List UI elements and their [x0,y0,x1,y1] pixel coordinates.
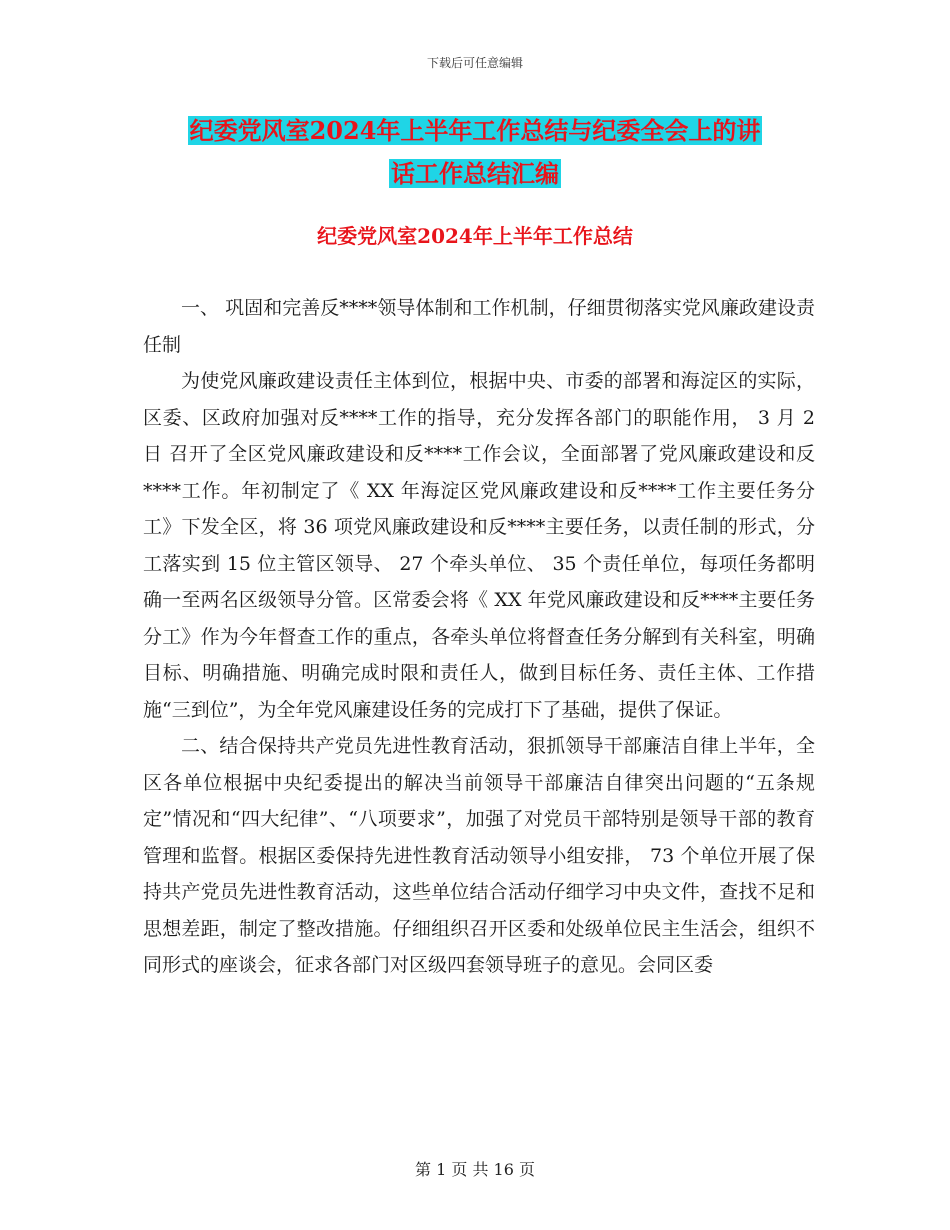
page-footer: 第 1 页 共 16 页 [415,1160,535,1179]
section-title: 纪委党风室2024年上半年工作总结 [317,224,633,248]
header-note: 下载后可任意编辑 [426,56,523,70]
document-body [143,290,815,984]
title-highlight: 话工作总结汇编 [391,159,559,188]
document-title-line2 [0,154,950,194]
paragraph: 为使党风廉政建设责任主体到位，根据中央、市委的部署和海淀区的实际，区委、区政府加强对反****工作的指导，充分发挥各部门的职能作用， 3 月 2 日 召开了全区党风廉政建设和反****工作会议，全面部署了党风廉政建设和反****工作。年初制定了《 XX 年海淀区党风廉政建设和反****工作主要任务分工》下发全区，将 36 项党风廉政建设和反****主要任务，以责任制的形式，分工落实到 15 位主管区领导、 27 个牵头单位、 35 个责任单位，每项任务都明确一至两名区级领导分管。区常委会将《 XX 年党风廉政建设和反****主要任务分工》作为今年督查工作的重点，各牵头单位将督查任务分解到有关科室，明确目标、明确措施、明确完成时限和责任人，做到目标任务、责任主体、工作措施“三到位”，为全年党风廉建设任务的完成打下了基础，提供了保证。 [143,370,815,721]
paragraph: 一、 巩固和完善反****领导体制和工作机制，仔细贯彻落实党风廉政建设责任制 [143,297,815,356]
title-highlight: 纪委党风室2024年上半年工作总结与纪委全会上的讲 [189,116,761,145]
paragraph: 二、结合保持共产党员先进性教育活动，狠抓领导干部廉洁自律上半年，全区各单位根据中央纪委提出的解决当前领导干部廉洁自律突出问题的“五条规定”情况和“四大纪律”、“八项要求”，加强了对党员干部特别是领导干部的教育管理和监督。根据区委保持先进性教育活动领导小组安排， 73 个单位开展了保持共产党员先进性教育活动，这些单位结合活动仔细学习中央文件，查找不足和思想差距，制定了整改措施。仔细组织召开区委和处级单位民主生活会，组织不同形式的座谈会，征求各部门对区级四套领导班子的意见。会同区委 [143,735,815,976]
document-title-line1 [0,111,950,151]
